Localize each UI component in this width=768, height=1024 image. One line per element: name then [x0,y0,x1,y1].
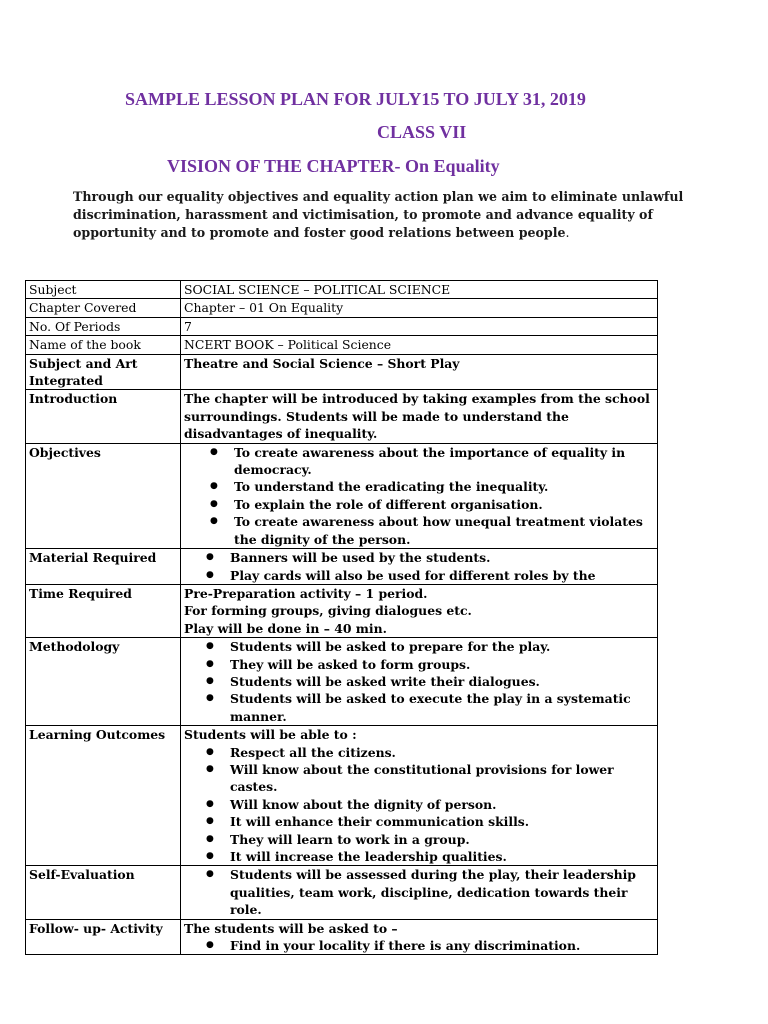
row-objectives [26,443,658,548]
row-chapter [26,299,658,317]
row-label: Learning Outcomes [26,726,181,866]
row-value [181,919,658,955]
row-label: Methodology [26,638,181,726]
list-item: ● It will enhance their communication skills. [230,813,654,830]
list-item: ● Find in your locality if there is any discrimination. [230,937,654,954]
time-line: For forming groups, giving dialogues etc. [184,603,472,619]
list-item: ● Banners will be used by the students. [230,549,654,566]
intro-period: . [565,225,570,240]
time-line: Play will be done in – 40 min. [184,620,387,636]
list-item: ● Students will be asked to execute the play in a systematic manner. [230,690,654,725]
class-heading: CLASS VII [377,122,467,142]
row-label: Subject [26,281,181,299]
list-item: ● Students will be asked write their dialogues. [230,673,654,690]
list-item: ● Students will be assessed during the play, their leadership qualities, team work, discipline, dedication towards their role. [230,866,654,918]
row-self-evaluation [26,866,658,919]
material-list [184,549,654,584]
row-label: Introduction [26,390,181,443]
list-item: ● To create awareness about the importance of equality in democracy. [234,444,654,479]
list-item: ● They will learn to work in a group. [230,831,654,848]
row-methodology [26,638,658,726]
row-label: Objectives [26,443,181,548]
followup-list [184,937,654,954]
row-value: 7 [181,317,658,335]
row-label: No. Of Periods [26,317,181,335]
vision-heading: VISION OF THE CHAPTER- On Equality [167,156,500,176]
row-subject [26,281,658,299]
row-label: Subject and Art Integrated [26,354,181,390]
row-value [181,866,658,919]
list-item: ● To understand the eradicating the inequality. [234,478,654,495]
row-value: NCERT BOOK – Political Science [181,336,658,354]
intro-paragraph [73,188,713,242]
row-label: Name of the book [26,336,181,354]
list-item: ● Respect all the citizens. [230,744,654,761]
row-material [26,549,658,585]
lesson-plan-table [25,280,658,955]
row-label: Chapter Covered [26,299,181,317]
outcomes-lead: Students will be able to : [184,727,357,743]
row-value [181,549,658,585]
list-item: ● It will increase the leadership qualities. [230,848,654,865]
row-value [181,443,658,548]
row-label: Time Required [26,584,181,637]
row-periods [26,317,658,335]
row-value [181,726,658,866]
list-item: ● To explain the role of different organisation. [234,496,654,513]
time-line: Pre-Preparation activity – 1 period. [184,585,428,601]
list-item: ● To create awareness about how unequal treatment violates the dignity of the person. [234,513,654,548]
row-book [26,336,658,354]
row-value: SOCIAL SCIENCE – POLITICAL SCIENCE [181,281,658,299]
row-value: Theatre and Social Science – Short Play [181,354,658,390]
list-item: ● Play cards will also be used for different roles by the [230,567,654,584]
list-item: ● Will know about the dignity of person. [230,796,654,813]
page-title: SAMPLE LESSON PLAN FOR JULY15 TO JULY 31, 2019 [125,89,586,109]
self-eval-list [184,866,654,918]
row-label: Follow- up- Activity [26,919,181,955]
row-value: Chapter – 01 On Equality [181,299,658,317]
row-value [181,584,658,637]
row-introduction [26,390,658,443]
list-item: ● They will be asked to form groups. [230,656,654,673]
row-value: The chapter will be introduced by taking examples from the school surroundings. Students will be made to understand the disadvantages of inequality. [181,390,658,443]
list-item: ● Students will be asked to prepare for the play. [230,638,654,655]
row-label: Self-Evaluation [26,866,181,919]
followup-lead: The students will be asked to – [184,920,398,936]
row-art-integrated [26,354,658,390]
row-time [26,584,658,637]
methodology-list [184,638,654,725]
list-item: ● Will know about the constitutional provisions for lower castes. [230,761,654,796]
row-label: Material Required [26,549,181,585]
objectives-list [184,444,654,548]
row-value [181,638,658,726]
row-learning-outcomes [26,726,658,866]
outcomes-list [184,744,654,866]
intro-text: Through our equality objectives and equality action plan we aim to eliminate unlawful discrimination, harassment and victimisation, to promote and advance equality of opportunity and to promote and foster good relations between people [73,189,684,240]
row-follow-up [26,919,658,955]
